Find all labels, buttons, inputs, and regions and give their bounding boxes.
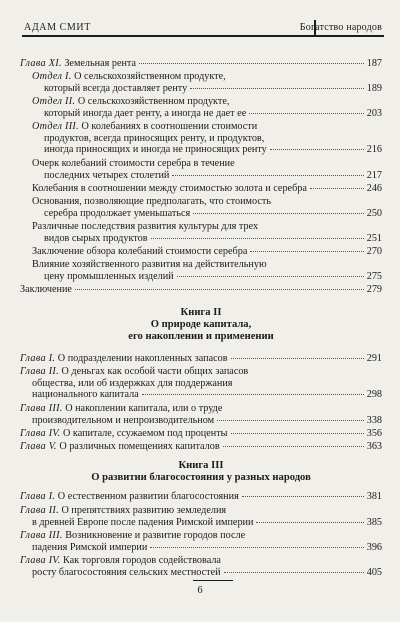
- entry-text: Очерк колебаний стоимости серебра в течение: [32, 158, 235, 169]
- book-number: Книга II: [180, 307, 222, 318]
- entry-label: Глава IV.: [20, 555, 61, 566]
- book-heading: [20, 307, 382, 343]
- entry-text: О капитале, ссужаемом под проценты: [63, 428, 228, 439]
- entry-text: Земельная рента: [64, 58, 137, 69]
- entry-label: Глава I.: [20, 491, 56, 502]
- toc-entry: [20, 71, 382, 94]
- entry-text: Колебания в соотношении между стоимостью золота и серебра: [32, 183, 307, 194]
- entry-text: производительном и непроизводительном: [32, 414, 215, 426]
- entry-text: который иногда дает ренту, а иногда не дает ее: [44, 107, 247, 119]
- entry-text: серебра продолжает уменьшаться: [44, 207, 191, 219]
- entry-text: цену промышленных изделий: [44, 270, 174, 282]
- entry-label: Глава III.: [20, 530, 63, 541]
- entry-text: последних четырех столетий: [44, 169, 170, 181]
- header-author: АДАМ СМИТ: [24, 22, 91, 33]
- entry-label: Глава II.: [20, 505, 59, 516]
- entry-text: иногда приносящих и иногда не приносящих ренту: [44, 144, 267, 156]
- book-subtitle: О развитии благосостояния у разных народов: [91, 472, 311, 483]
- book-number: Книга III: [178, 460, 224, 471]
- toc-entry: [20, 96, 382, 119]
- entry-text: О деньгах как особой части общих запасов: [61, 366, 249, 377]
- entry-label: Отдел I.: [32, 71, 72, 82]
- toc-entry: [20, 441, 382, 453]
- toc-entry: [20, 183, 382, 195]
- entry-label: Глава II.: [20, 366, 59, 377]
- book-subtitle: его накоплении и применении: [128, 331, 274, 342]
- entry-text: О подразделении накопленных запасов: [57, 353, 228, 364]
- footer-rule: [193, 580, 233, 581]
- toc-entry: [20, 259, 382, 282]
- toc-entry: [20, 196, 382, 219]
- toc-entry: [20, 353, 382, 365]
- entry-page: 270: [366, 246, 382, 257]
- entry-text: общества, или об издержках для поддержания: [32, 377, 233, 389]
- entry-page: 356: [366, 428, 382, 439]
- entry-text: Различные последствия развития культуры для трех: [32, 221, 259, 232]
- entry-text: О различных помещениях капиталов: [59, 441, 220, 452]
- entry-text: О колебаниях в соотношении стоимости: [81, 121, 258, 132]
- header-title: Богатство народов: [299, 22, 382, 33]
- toc-entry: [20, 530, 382, 553]
- toc-entry: [20, 221, 382, 244]
- entry-label: Глава I.: [20, 353, 56, 364]
- entry-page: 338: [366, 414, 382, 426]
- entry-label: Глава V.: [20, 441, 57, 452]
- entry-text: Основания, позволяющие предполагать, что стоимость: [32, 196, 271, 207]
- entry-page: 298: [366, 389, 382, 401]
- entry-page: 363: [366, 441, 382, 452]
- entry-label: Отдел II.: [32, 96, 76, 107]
- toc-entry: [20, 58, 382, 70]
- entry-text: О препятствиях развитию земледелия: [61, 505, 227, 516]
- entry-label: Отдел III.: [32, 121, 79, 132]
- entry-page: 187: [366, 58, 382, 69]
- entry-text: О естественном развитии благосостояния: [57, 491, 239, 502]
- header-rule: [22, 35, 384, 37]
- entry-page: 279: [366, 284, 382, 295]
- entry-label: Глава III.: [20, 403, 63, 414]
- book-subtitle: О природе капитала,: [150, 319, 252, 330]
- toc-entry: [20, 555, 382, 578]
- entry-text: Заключение обзора колебаний стоимости серебра: [32, 246, 248, 257]
- entry-text: видов сырых продуктов: [44, 232, 148, 244]
- entry-text: О сельскохозяйственном продукте,: [77, 96, 230, 107]
- entry-page: 385: [366, 516, 382, 528]
- entry-page: 291: [366, 353, 382, 364]
- toc-entry: [20, 428, 382, 440]
- toc-entry: [20, 284, 382, 296]
- entry-label: Глава IV.: [20, 428, 61, 439]
- entry-page: 216: [366, 144, 382, 156]
- entry-page: 217: [366, 169, 382, 181]
- book-heading: [20, 460, 382, 484]
- entry-text: Заключение: [20, 284, 72, 295]
- toc-entry: [20, 366, 382, 401]
- entry-text: росту благосостояния сельских местностей: [32, 566, 221, 578]
- entry-page: 203: [366, 107, 382, 119]
- entry-text: О накоплении капитала, или о труде: [65, 403, 223, 414]
- entry-page: 189: [366, 82, 382, 94]
- entry-text: Как торговля городов содействовала: [63, 555, 221, 566]
- entry-text: падения Римской империи: [32, 541, 148, 553]
- entry-text: национального капитала: [32, 389, 139, 401]
- toc-entry: [20, 403, 382, 426]
- entry-text: Влияние хозяйственного развития на действительную: [32, 259, 267, 270]
- entry-page: 396: [366, 541, 382, 553]
- page-number: 6: [197, 585, 203, 596]
- entry-text: в древней Европе после падения Римской империи: [32, 516, 254, 528]
- entry-page: 275: [366, 270, 382, 282]
- entry-page: 381: [366, 491, 382, 502]
- entry-text: Возникновение и развитие городов после: [65, 530, 246, 541]
- toc-entry: [20, 505, 382, 528]
- toc-entry: [20, 491, 382, 503]
- toc-entry: [20, 158, 382, 181]
- toc-entry: [20, 121, 382, 156]
- entry-label: Глава XI.: [20, 58, 62, 69]
- running-header: [22, 20, 384, 36]
- entry-page: 405: [366, 566, 382, 578]
- entry-text: продуктов, всегда приносящих ренту, и продуктов,: [44, 132, 265, 144]
- entry-page: 246: [366, 183, 382, 194]
- entry-text: О сельскохозяйственном продукте,: [74, 71, 226, 82]
- entry-page: 251: [366, 232, 382, 244]
- toc-entry: [20, 246, 382, 258]
- entry-page: 250: [366, 207, 382, 219]
- entry-text: который всегда доставляет ренту: [44, 82, 188, 94]
